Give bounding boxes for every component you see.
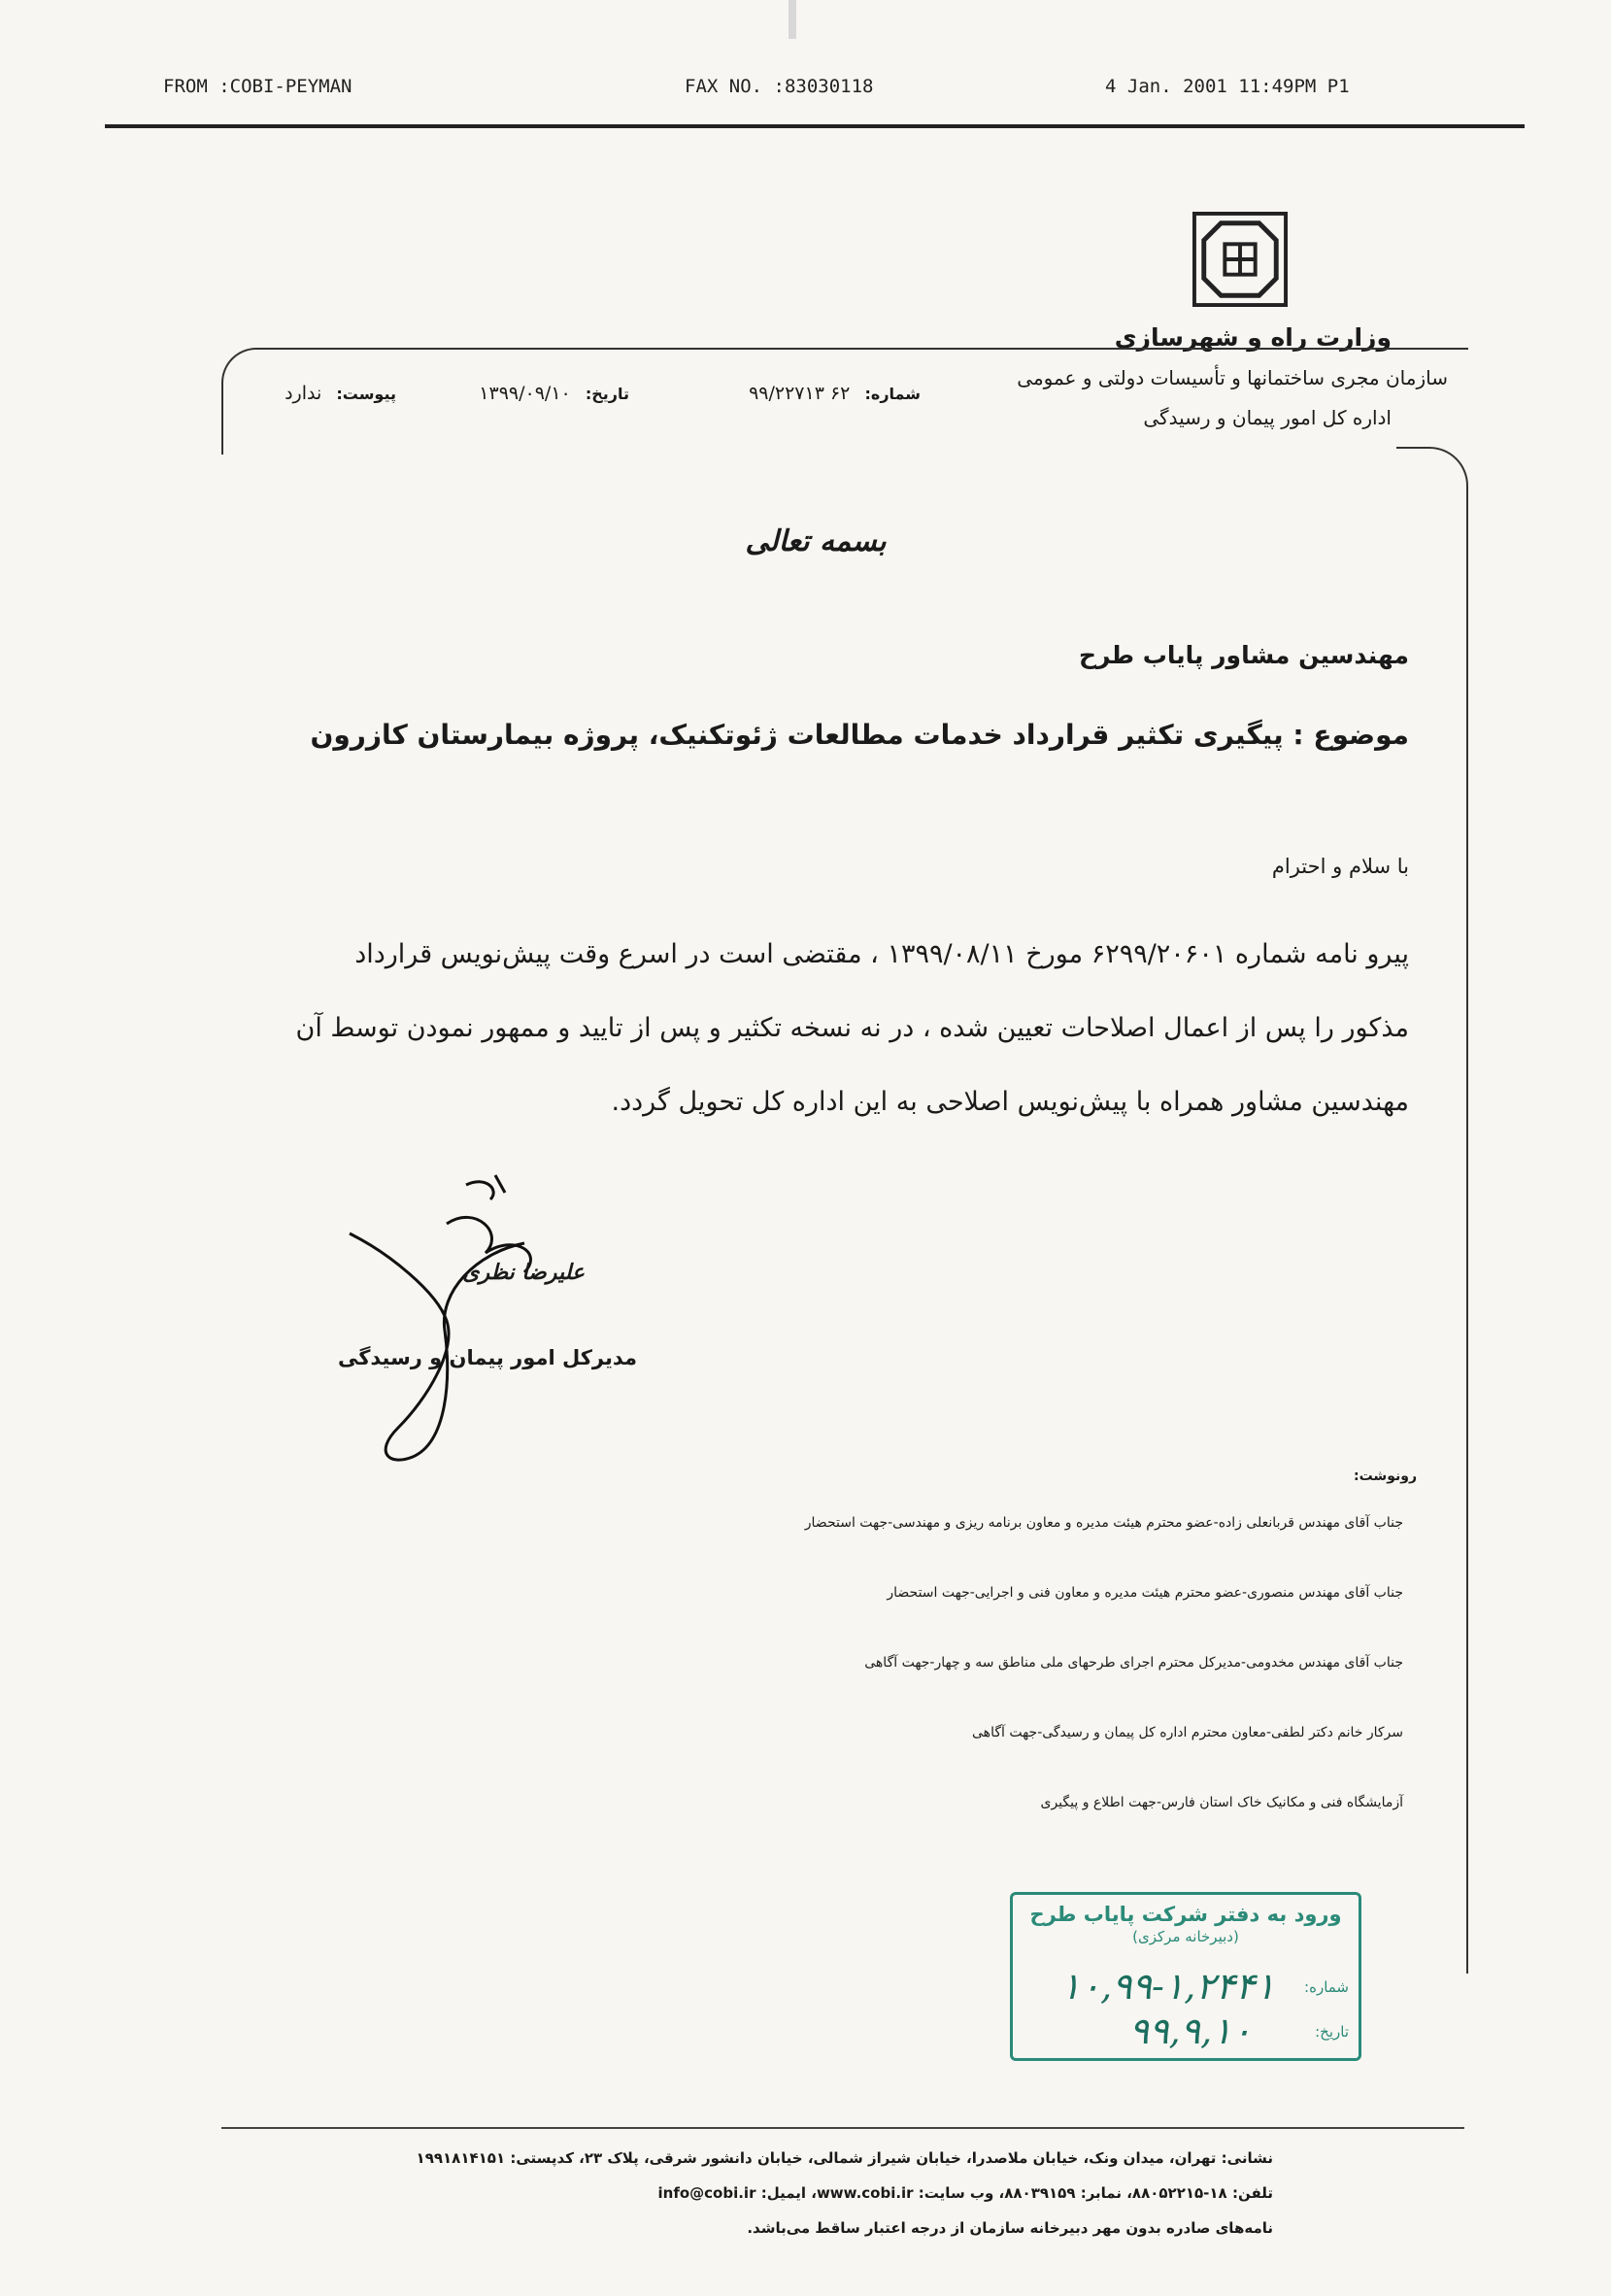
body-line: پیرو نامه شماره ۶۲۹۹/۲۰۶۰۱ مورخ ۱۳۹۹/۰۸/۱۱ ، مقتضی است در اسرع وقت پیش‌نویس قرارداد	[354, 939, 1409, 969]
cc-list	[335, 1515, 1403, 1865]
stamp-number-label: شماره:	[1304, 1978, 1349, 1996]
letter-number-value: ۶۲ ۹۹/۲۲۷۱۳	[749, 383, 851, 404]
salutation: با سلام و احترام	[1271, 855, 1409, 878]
signer-name: علیرضا نظری	[462, 1261, 585, 1285]
stamp-title: ورود به دفتر شرکت پایاب طرح	[1029, 1903, 1342, 1926]
letter-frame-right	[1396, 447, 1468, 1974]
basmala: بسمه تعالی	[745, 524, 887, 558]
recipient: مهندسین مشاور پایاب طرح	[1078, 641, 1409, 669]
fax-header-rule	[105, 124, 1525, 128]
footer	[341, 2141, 1273, 2245]
stamp-date-value: ۹۹,۹,۱۰	[1128, 2009, 1252, 2052]
fax-date: 4 Jan. 2001 11:49PM P1	[1105, 76, 1350, 97]
stamp-date-label: تاریخ:	[1315, 2023, 1349, 2041]
body-line: مهندسین مشاور همراه با پیش‌نویس اصلاحی به این اداره کل تحویل گردد.	[611, 1087, 1409, 1117]
letter-date-value: ۱۳۹۹/۰۹/۱۰	[479, 383, 571, 404]
letter-date	[479, 383, 629, 404]
ministry-logo-icon	[1192, 212, 1288, 307]
stamp-number-value: ۱۰,۹۹-۱,۲۴۴۱	[1060, 1965, 1275, 2008]
cc-item: جناب آقای مهندس منصوری-عضو محترم هیئت مدیره و معاون فنی و اجرایی-جهت استحضار	[887, 1585, 1403, 1601]
stamp-subtitle: (دبیرخانه مرکزی)	[1132, 1928, 1239, 1945]
cc-item: جناب آقای مهندس قربانعلی زاده-عضو محترم هیئت مدیره و معاون برنامه ریزی و مهندسی-جهت استحضار	[804, 1515, 1403, 1531]
agency-name: سازمان مجری ساختمانها و تأسیسات دولتی و عمومی	[1017, 366, 1448, 389]
letter-meta	[241, 383, 921, 416]
letter-number	[749, 383, 921, 404]
letter-attachment-value: ندارد	[285, 383, 322, 404]
fax-from: FROM :COBI-PEYMAN	[163, 76, 352, 97]
footer-notice: نامه‌های صادره بدون مهر دبیرخانه سازمان از درجه اعتبار ساقط می‌باشد.	[747, 2219, 1273, 2237]
footer-contact: تلفن: ۱۸-۸۸۰۵۲۲۱۵، نمابر: ۸۸۰۳۹۱۵۹، وب سایت: www.cobi.ir، ایمیل: info@cobi.ir	[657, 2184, 1273, 2202]
scan-artifact	[789, 0, 796, 39]
letter-body	[215, 918, 1409, 1139]
cc-item: سرکار خانم دکتر لطفی-معاون محترم اداره کل پیمان و رسیدگی-جهت آگاهی	[972, 1725, 1403, 1740]
letter-attachment	[285, 383, 396, 404]
department-name: اداره کل امور پیمان و رسیدگی	[1143, 406, 1392, 429]
letter-number-label: شماره:	[864, 385, 921, 403]
cc-item: جناب آقای مهندس مخدومی-مدیرکل محترم اجرای طرحهای ملی مناطق سه و چهار-جهت آگاهی	[864, 1655, 1403, 1671]
cc-heading: رونوشت:	[1354, 1469, 1417, 1484]
subject-line: موضوع : پیگیری تکثیر قرارداد خدمات مطالعات ژئوتکنیک، پروژه بیمارستان کازرون	[310, 719, 1409, 751]
fax-number: FAX NO. :83030118	[685, 76, 874, 97]
letter-frame-bottom	[221, 2127, 1464, 2129]
signer-title: مدیرکل امور پیمان و رسیدگی	[337, 1346, 637, 1369]
cc-item: آزمایشگاه فنی و مکانیک خاک استان فارس-جهت اطلاع و پیگیری	[1040, 1795, 1403, 1810]
fax-header	[0, 76, 1611, 105]
letter-date-label: تاریخ:	[585, 385, 629, 403]
handwritten-signature	[330, 1165, 583, 1476]
footer-address: نشانی: تهران، میدان ونک، خیابان ملاصدرا، خیابان شیراز شمالی، خیابان دانشور شرقی، پلاک ۲۳، کدپستی: ۱۹۹۱۸۱۴۱۵۱	[416, 2149, 1273, 2167]
received-stamp	[1010, 1892, 1361, 2061]
ministry-name: وزارت راه و شهرسازی	[1114, 323, 1392, 352]
body-line: مذکور را پس از اعمال اصلاحات تعیین شده ، در نه نسخه تکثیر و پس از تایید و ممهور نمودن توسط آن	[295, 1013, 1409, 1043]
letter-attachment-label: پیوست:	[336, 385, 396, 403]
